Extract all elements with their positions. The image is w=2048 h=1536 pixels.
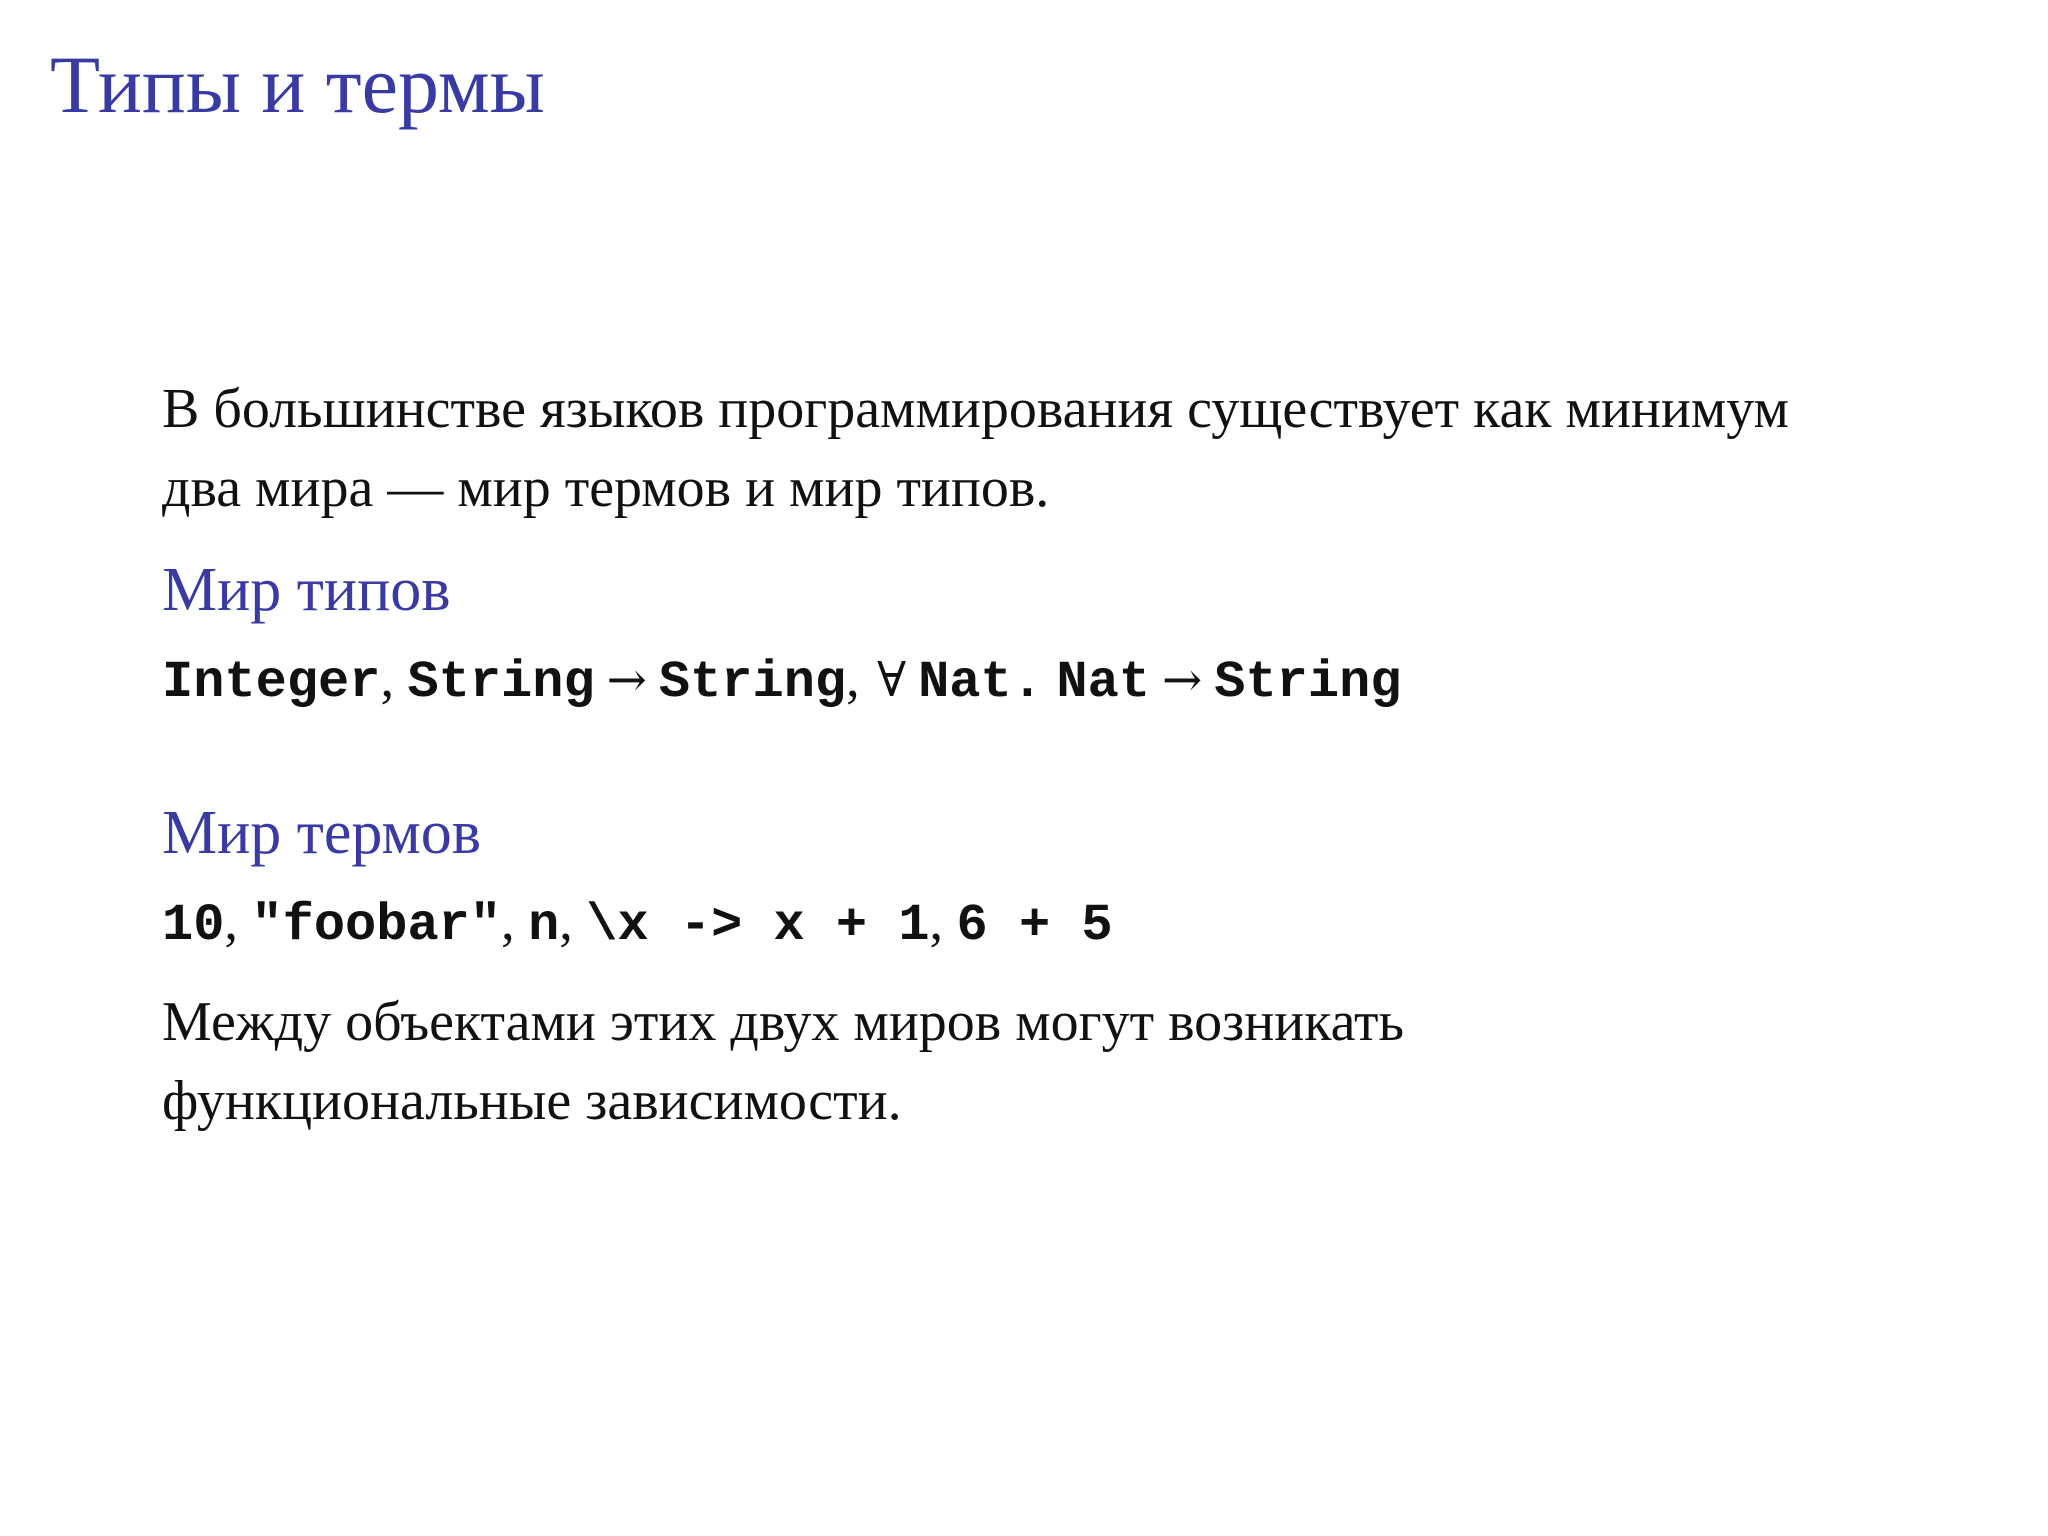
term-number: 10: [162, 895, 225, 955]
type-string: String: [407, 653, 595, 713]
separator: ,: [224, 890, 238, 951]
conclusion-paragraph: Между объектами этих двух миров могут возникать функциональные зависимости.: [162, 991, 1405, 1133]
terms-block-body: [162, 889, 1922, 957]
term-variable: n: [528, 895, 560, 955]
types-block-title: Мир типов: [162, 556, 451, 624]
slide-title: Типы и термы: [50, 39, 545, 130]
separator: ,: [501, 890, 515, 951]
term-lambda: \x -> x + 1: [586, 895, 930, 955]
separator: ,: [559, 890, 573, 951]
types-block: [162, 556, 1922, 715]
terms-block: [162, 799, 1922, 958]
terms-block-title: Мир термов: [162, 798, 481, 867]
type-string: String: [1214, 653, 1402, 713]
intro-paragraph: В большинстве языков программирования существует как минимум два мира — мир термов и мир типов.: [162, 378, 1789, 519]
separator: ,: [380, 648, 394, 709]
type-string: String: [658, 653, 847, 713]
arrow-symbol: →: [606, 652, 647, 709]
type-nat-binder: Nat.: [918, 653, 1043, 713]
forall-symbol: ∀: [877, 652, 907, 709]
type-nat: Nat: [1056, 653, 1151, 713]
types-block-body: [162, 646, 1922, 714]
separator: ,: [846, 648, 860, 709]
term-sum: 6 + 5: [956, 895, 1113, 955]
type-integer: Integer: [162, 653, 381, 713]
separator: ,: [929, 890, 944, 951]
arrow-symbol: →: [1162, 652, 1203, 709]
term-string: "foobar": [251, 895, 502, 955]
slide-content: [162, 370, 1922, 1141]
